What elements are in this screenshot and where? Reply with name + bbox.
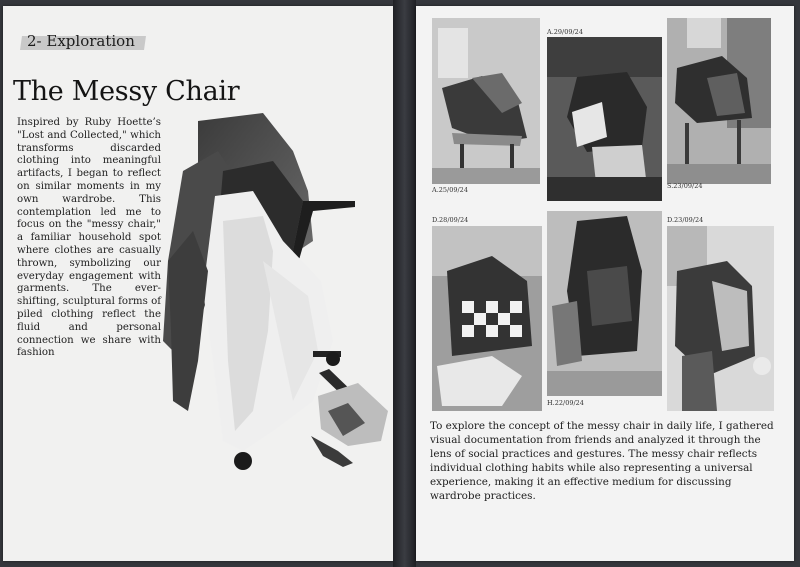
photo-chair-a29 [547, 37, 662, 201]
photo-chair-a25 [432, 18, 540, 184]
photo-caption: D.23/09/24 [667, 216, 704, 224]
photo-caption: H.22/09/24 [547, 399, 584, 407]
photo-chair-s23 [667, 18, 771, 184]
left-page [3, 6, 393, 561]
photo-caption: S.23/09/24 [667, 182, 703, 190]
page-title: The Messy Chair [13, 76, 240, 107]
photo-caption: A.25/09/24 [432, 186, 468, 194]
photo-chair-d28 [432, 226, 542, 411]
documentation-paragraph: To explore the concept of the messy chair in daily life, I gathered visual documentation from friends and analyzed it through the lens of social practices and gestures. The messy chair reflects individual clothing habits while also representing a universal experience, making it an effective medium for discussing wardrobe practices. [430, 420, 774, 502]
photo-caption: D.28/09/24 [432, 216, 469, 224]
photo-chair-h22 [547, 211, 662, 396]
intro-paragraph: Inspired by Ruby Hoette’s "Lost and Collected," which transforms discarded clothing into meaningful artifacts, I began to reflect on similar moments in my own wardrobe. This contemplation led me to focus on the "messy chair," a familiar household spot where clothes are casually thrown, symbolizing our everyday engagement with garments. The ever-shifting, sculptural forms of piled clothing reflect the fluid and personal connection we share with fashion [17, 117, 161, 359]
section-label [21, 28, 141, 54]
binding-gutter [393, 0, 416, 567]
right-page [416, 6, 794, 561]
photo-chair-d23 [667, 226, 774, 411]
messy-chair-cutout-image [143, 111, 388, 471]
section-label-text: 2- Exploration [27, 32, 135, 50]
photo-caption: A.29/09/24 [547, 28, 583, 36]
